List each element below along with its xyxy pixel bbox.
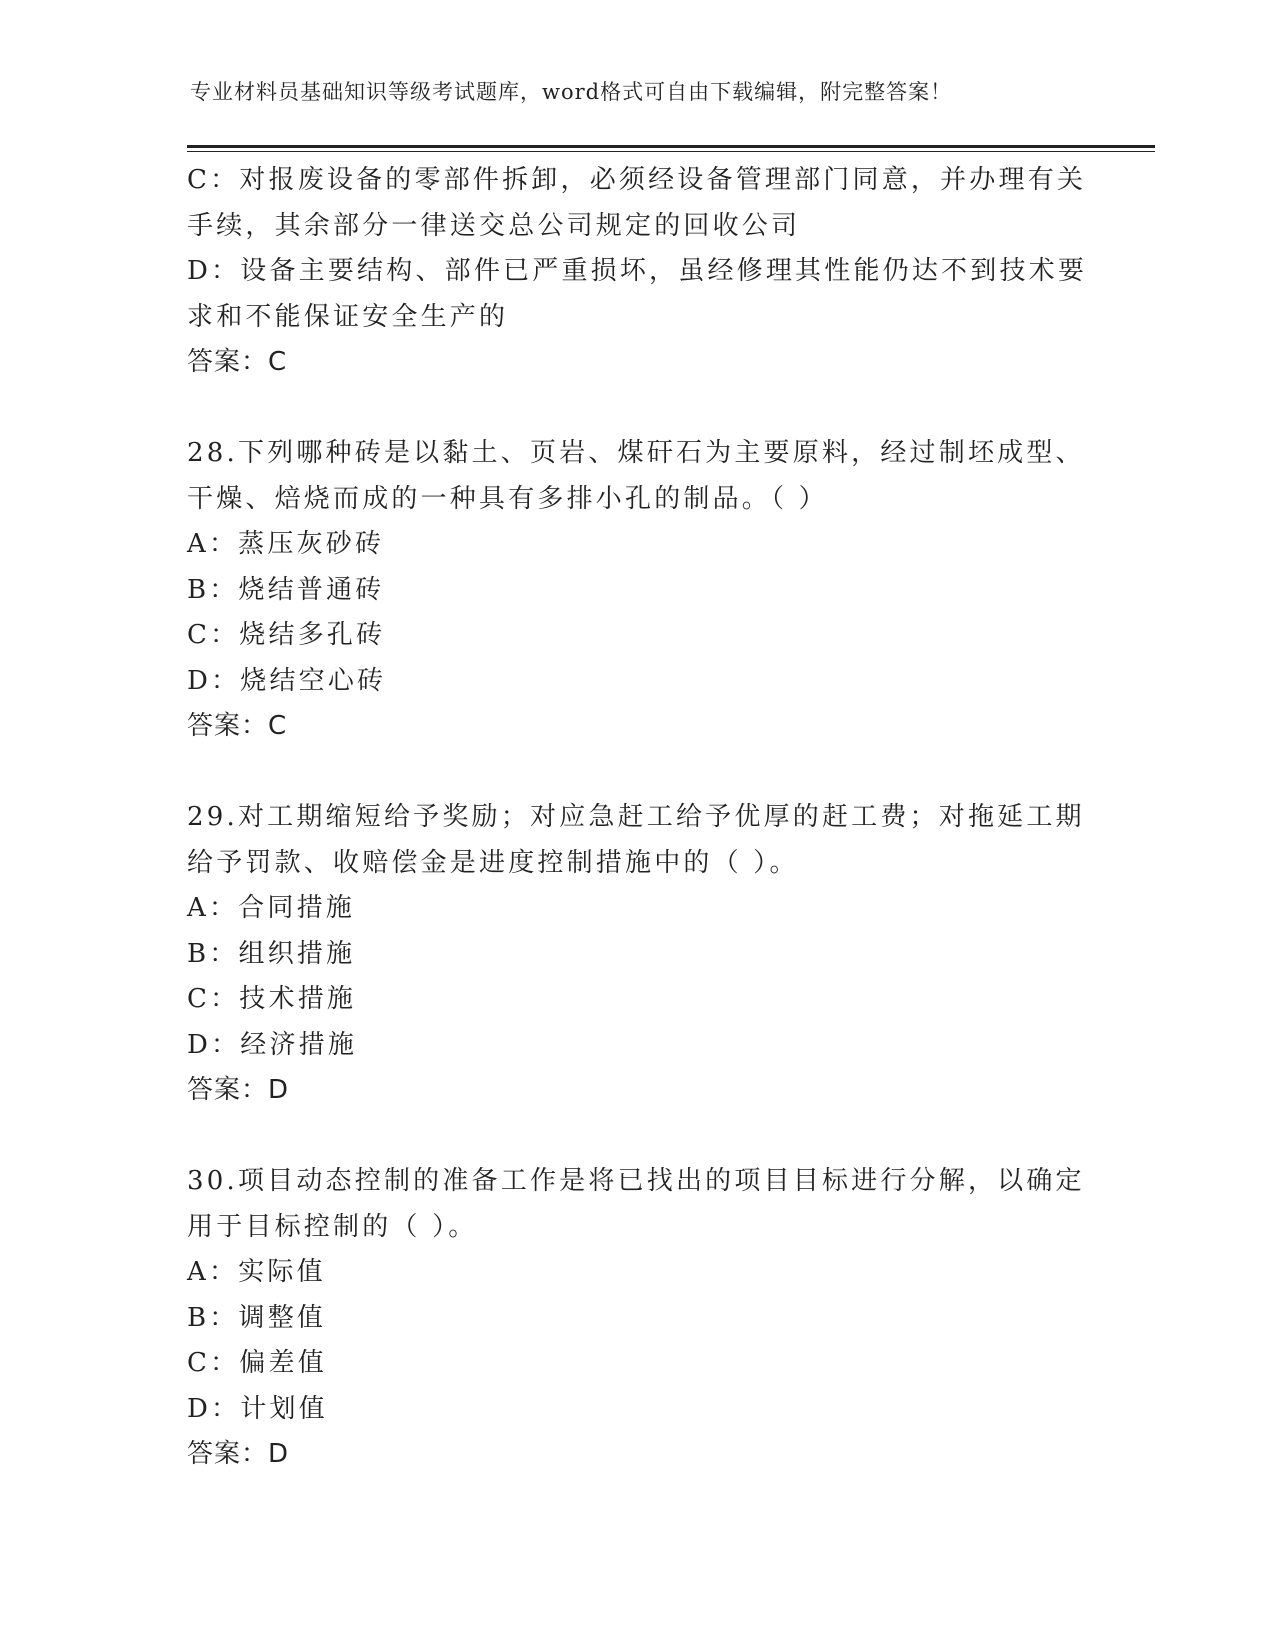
option-d: D：烧结空心砖 <box>187 665 387 696</box>
answer-line: 答案：C <box>187 347 288 377</box>
question-30 <box>187 1159 1087 1478</box>
option-b: B：组织措施 <box>187 938 356 969</box>
header-rule-thin <box>187 151 1155 152</box>
question-27-continuation <box>187 158 1087 386</box>
option-c-line: 手续，其余部分一律送交总公司规定的回收公司 <box>187 210 801 241</box>
option-c-line: C：对报废设备的零部件拆卸，必须经设备管理部门同意，并办理有关 <box>187 165 1087 195</box>
option-d: D：经济措施 <box>187 1029 358 1060</box>
spacer <box>187 750 1087 796</box>
question-stem: 干燥、焙烧而成的一种具有多排小孔的制品。（ ） <box>187 483 828 514</box>
question-stem: 29.对工期缩短给予奖励；对应急赶工给予优厚的赶工费；对拖延工期 <box>187 802 1085 832</box>
option-a: A：合同措施 <box>187 893 355 923</box>
option-d: D：计划值 <box>187 1393 328 1424</box>
spacer <box>187 386 1087 432</box>
question-stem: 30.项目动态控制的准备工作是将已找出的项目目标进行分解，以确定 <box>187 1166 1085 1196</box>
option-a: A：实际值 <box>187 1257 326 1287</box>
answer-line: 答案：D <box>187 1439 290 1469</box>
option-d-line: D：设备主要结构、部件已严重损坏，虽经修理其性能仍达不到技术要 <box>187 256 1088 286</box>
spacer <box>187 1114 1087 1160</box>
option-c: C：偏差值 <box>187 1348 327 1378</box>
option-b: B：调整值 <box>187 1302 327 1333</box>
option-c: C：烧结多孔砖 <box>187 620 386 650</box>
answer-line: 答案：C <box>187 711 288 741</box>
question-28 <box>187 431 1087 750</box>
header-rule-thick <box>187 145 1155 148</box>
option-c: C：技术措施 <box>187 984 357 1014</box>
option-a: A：蒸压灰砂砖 <box>187 529 385 559</box>
option-d-line: 求和不能保证安全生产的 <box>187 301 509 332</box>
option-b: B：烧结普通砖 <box>187 574 385 605</box>
page-content <box>187 158 1087 1478</box>
page-header: 专业材料员基础知识等级考试题库，word格式可自由下载编辑，附完整答案！ <box>190 80 953 104</box>
question-29 <box>187 795 1087 1114</box>
question-stem: 用于目标控制的（ ）。 <box>187 1211 478 1242</box>
question-stem: 28.下列哪种砖是以黏土、页岩、煤矸石为主要原料，经过制坯成型、 <box>187 438 1085 468</box>
question-stem: 给予罚款、收赔偿金是进度控制措施中的（ ）。 <box>187 847 799 878</box>
answer-line: 答案：D <box>187 1075 290 1105</box>
